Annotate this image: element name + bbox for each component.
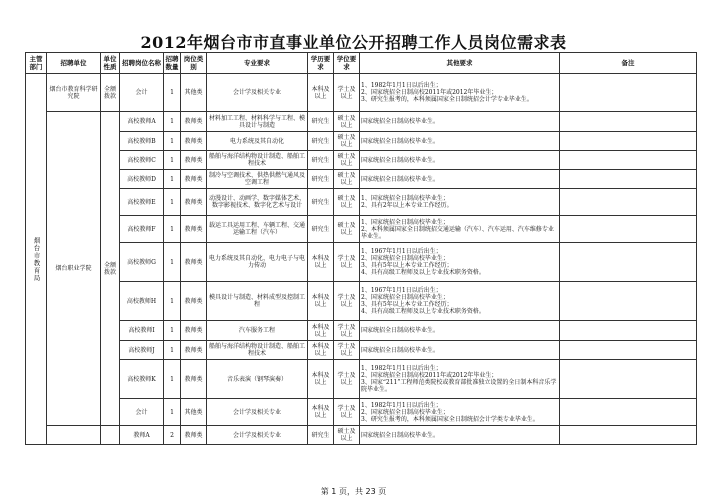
requirement-line: 国家统招全日制高校毕业生。 [361,431,440,439]
other-requirements-cell [360,151,560,170]
header-cell: 学位要求 [334,53,360,74]
nature-cell: 全额拨款 [101,112,120,426]
table-row [26,282,697,321]
header-cell: 招聘岗位名称 [120,53,164,74]
degree-cell: 学士及以上 [334,321,360,341]
category-cell: 教师类 [181,170,207,189]
edu-cell: 本科及以上 [308,399,334,426]
category-cell: 教师类 [181,151,207,170]
header-cell: 学历要求 [308,53,334,74]
requirement-line: 1、1982年1月1日以后出生； [361,401,442,409]
other-requirements-cell [360,243,560,282]
header-cell: 岗位类别 [181,53,207,74]
major-cell: 船舶与海洋结构物设计制造、船舶工程技术 [207,151,308,170]
remark-cell [560,426,697,445]
degree-cell: 学士及以上 [334,399,360,426]
requirement-line: 3、具有5年以上本专业工作经历； [361,262,453,269]
num-cell: 1 [164,243,181,282]
category-cell: 教师类 [181,426,207,445]
post-cell: 会计 [120,399,164,426]
remark-cell [560,132,697,151]
page-title: 2012年烟台市市直事业单位公开招聘工作人员岗位需求表 [140,33,567,52]
major-cell: 动漫设计、动画学、数字媒体艺术、数字影视技术、数字化艺术与设计 [207,189,308,216]
requirement-line: 1、1967年1月1日以后出生； [361,287,442,294]
requirement-line: 2、具有2年以上本专业工作经历。 [361,202,453,209]
header-cell: 单位性质 [101,53,120,74]
major-cell: 模具设计与制造、材料成型及控制工程 [207,282,308,321]
table-row [26,170,697,189]
remark-cell [560,170,697,189]
major-cell: 电力系统及其自动化 [207,132,308,151]
num-cell: 1 [164,132,181,151]
num-cell: 1 [164,321,181,341]
degree-cell: 学士及以上 [334,282,360,321]
table-row [26,112,697,132]
unit-cell: 烟台市教育科学研究院 [47,74,101,112]
major-cell: 音乐表演（钢琴演奏） [207,360,308,399]
table-row [26,243,697,282]
major-cell: 汽车服务工程 [207,321,308,341]
category-cell: 教师类 [181,216,207,243]
edu-cell: 本科及以上 [308,341,334,360]
num-cell: 1 [164,282,181,321]
requirement-line: 3、具有5年以上本专业工作经历； [361,301,453,308]
requirement-line: 3、国家“211”工程师范类院校或教育部批准独立设置的全日制本科音乐学院毕业生。 [361,379,557,393]
category-cell: 其他类 [181,74,207,112]
category-cell: 教师类 [181,360,207,399]
edu-cell: 研究生 [308,216,334,243]
category-cell: 教师类 [181,321,207,341]
post-cell: 高校教师D [120,170,164,189]
edu-cell: 研究生 [308,132,334,151]
remark-cell [560,360,697,399]
category-cell: 教师类 [181,341,207,360]
nature-cell [101,426,120,445]
header-cell: 主管部门 [26,53,47,74]
other-requirements-cell [360,216,560,243]
header-cell: 招聘单位 [47,53,101,74]
header-row [26,53,697,74]
degree-cell: 硕士及以上 [334,112,360,132]
category-cell: 其他类 [181,399,207,426]
degree-cell: 硕士及以上 [334,189,360,216]
remark-cell [560,243,697,282]
other-requirements-cell [360,360,560,399]
header-cell: 专业要求 [207,53,308,74]
requirement-line: 国家统招全日制高校毕业生。 [361,137,440,145]
major-cell: 载运工具运用工程、车辆工程、交通运输工程（汽车） [207,216,308,243]
other-requirements-cell [360,321,560,341]
major-cell: 会计学及相关专业 [207,74,308,112]
other-requirements-cell [360,189,560,216]
other-requirements-cell [360,426,560,445]
recruitment-table [25,52,697,445]
requirement-line: 2、国家统招全日制高校毕业生； [361,294,449,301]
num-cell: 1 [164,151,181,170]
num-cell: 1 [164,74,181,112]
table-row [26,189,697,216]
other-requirements-cell [360,341,560,360]
edu-cell: 本科及以上 [308,360,334,399]
edu-cell: 研究生 [308,151,334,170]
edu-cell: 本科及以上 [308,282,334,321]
requirement-line: 国家统招全日制高校毕业生。 [361,156,440,164]
requirement-line: 1、1982年1月1日以后出生； [361,365,442,372]
remark-cell [560,321,697,341]
degree-cell: 学士及以上 [334,243,360,282]
requirement-line: 国家统招全日制高校毕业生。 [361,118,440,125]
requirement-line: 2、国家统招全日制高校毕业生； [361,408,449,416]
degree-cell: 硕士及以上 [334,426,360,445]
dept-cell [26,74,47,445]
major-cell: 电力系统及其自动化、电力电子与电力传动 [207,243,308,282]
major-cell: 会计学及相关专业 [207,399,308,426]
unit-cell [47,426,101,445]
table-row [26,321,697,341]
requirement-line: 1、1982年1月1日以后出生； [361,82,442,89]
requirement-line: 2、国家统招全日制高校2011年或2012年毕业生； [361,89,498,96]
other-requirements-cell [360,112,560,132]
dept-name: 烟台市教育局 [32,236,41,282]
other-requirements-cell [360,74,560,112]
remark-cell [560,216,697,243]
other-requirements-cell [360,282,560,321]
degree-cell: 硕士及以上 [334,216,360,243]
major-cell: 材料加工工程、材料科学与工程、模具设计与制造 [207,112,308,132]
post-cell: 高校教师G [120,243,164,282]
post-cell: 高校教师C [120,151,164,170]
remark-cell [560,341,697,360]
post-cell: 高校教师J [120,341,164,360]
remark-cell [560,189,697,216]
category-cell: 教师类 [181,189,207,216]
edu-cell: 本科及以上 [308,243,334,282]
requirement-line: 2、国家统招全日制高校2011年或2012年毕业生； [361,372,498,379]
edu-cell: 研究生 [308,170,334,189]
degree-cell: 学士及以上 [334,360,360,399]
num-cell: 1 [164,170,181,189]
other-requirements-cell [360,399,560,426]
edu-cell: 研究生 [308,189,334,216]
table-row [26,341,697,360]
category-cell: 教师类 [181,282,207,321]
requirement-line: 1、1967年1月1日以后出生； [361,248,442,255]
table-row [26,151,697,170]
table-row [26,132,697,151]
category-cell: 教师类 [181,243,207,282]
requirement-line: 国家统招全日制高校毕业生。 [361,327,440,334]
num-cell: 1 [164,399,181,426]
header-cell: 备注 [560,53,697,74]
requirement-line: 1、国家统招全日制高校毕业生； [361,195,449,202]
post-cell: 会计 [120,74,164,112]
table-row [26,399,697,426]
remark-cell [560,399,697,426]
other-requirements-cell [360,132,560,151]
num-cell: 1 [164,189,181,216]
requirement-line: 3、研究生报考的，本科须属国家全日制统招会计学专业毕业生。 [361,96,533,103]
unit-cell: 烟台职业学院 [47,112,101,426]
requirement-line: 2、国家统招全日制高校毕业生； [361,255,449,262]
post-cell: 高校教师A [120,112,164,132]
degree-cell: 硕士及以上 [334,151,360,170]
requirement-line: 4、具有高级工程师及以上专业技术职务资格。 [361,308,485,315]
requirement-line: 国家统招全日制高校毕业生。 [361,175,440,183]
post-cell: 高校教师I [120,321,164,341]
requirement-line: 4、具有高级工程师及以上专业技术职务资格。 [361,269,485,276]
num-cell: 1 [164,112,181,132]
num-cell: 2 [164,426,181,445]
post-cell: 高校教师E [120,189,164,216]
remark-cell [560,112,697,132]
edu-cell: 研究生 [308,112,334,132]
degree-cell: 学士及以上 [334,74,360,112]
remark-cell [560,74,697,112]
table-row [26,216,697,243]
requirement-line: 国家统招全日制高校毕业生。 [361,346,440,354]
degree-cell: 硕士及以上 [334,132,360,151]
major-cell: 会计学及相关专业 [207,426,308,445]
nature-cell: 全额拨款 [101,74,120,112]
degree-cell: 学士及以上 [334,341,360,360]
header-cell: 其他要求 [360,53,560,74]
post-cell: 高校教师H [120,282,164,321]
post-cell: 高校教师F [120,216,164,243]
major-cell: 制冷与空调技术、供热供燃气通风及空调工程 [207,170,308,189]
category-cell: 教师类 [181,132,207,151]
num-cell: 1 [164,341,181,360]
table-row [26,360,697,399]
remark-cell [560,151,697,170]
num-cell: 1 [164,216,181,243]
post-cell: 教师A [120,426,164,445]
post-cell: 高校教师B [120,132,164,151]
header-cell: 招聘数量 [164,53,181,74]
remark-cell [560,282,697,321]
post-cell: 高校教师K [120,360,164,399]
degree-cell: 硕士及以上 [334,170,360,189]
table-row [26,74,697,112]
page-footer: 第 1 页，共 23 页 [320,487,387,496]
table-row [26,426,697,445]
category-cell: 教师类 [181,112,207,132]
requirement-line: 3、研究生报考的，本科须属国家全日制统招会计学类专业毕业生。 [361,415,539,423]
other-requirements-cell [360,170,560,189]
requirement-line: 2、本科须属国家全日制统招交通运输（汽车）、汽车运用、汽车维修专业毕业生。 [361,225,554,240]
num-cell: 1 [164,360,181,399]
edu-cell: 本科及以上 [308,74,334,112]
requirement-line: 1、国家统招全日制高校毕业生； [361,218,449,226]
major-cell: 船舶与海洋结构物设计制造、船舶工程技术 [207,341,308,360]
edu-cell: 研究生 [308,426,334,445]
edu-cell: 本科及以上 [308,321,334,341]
